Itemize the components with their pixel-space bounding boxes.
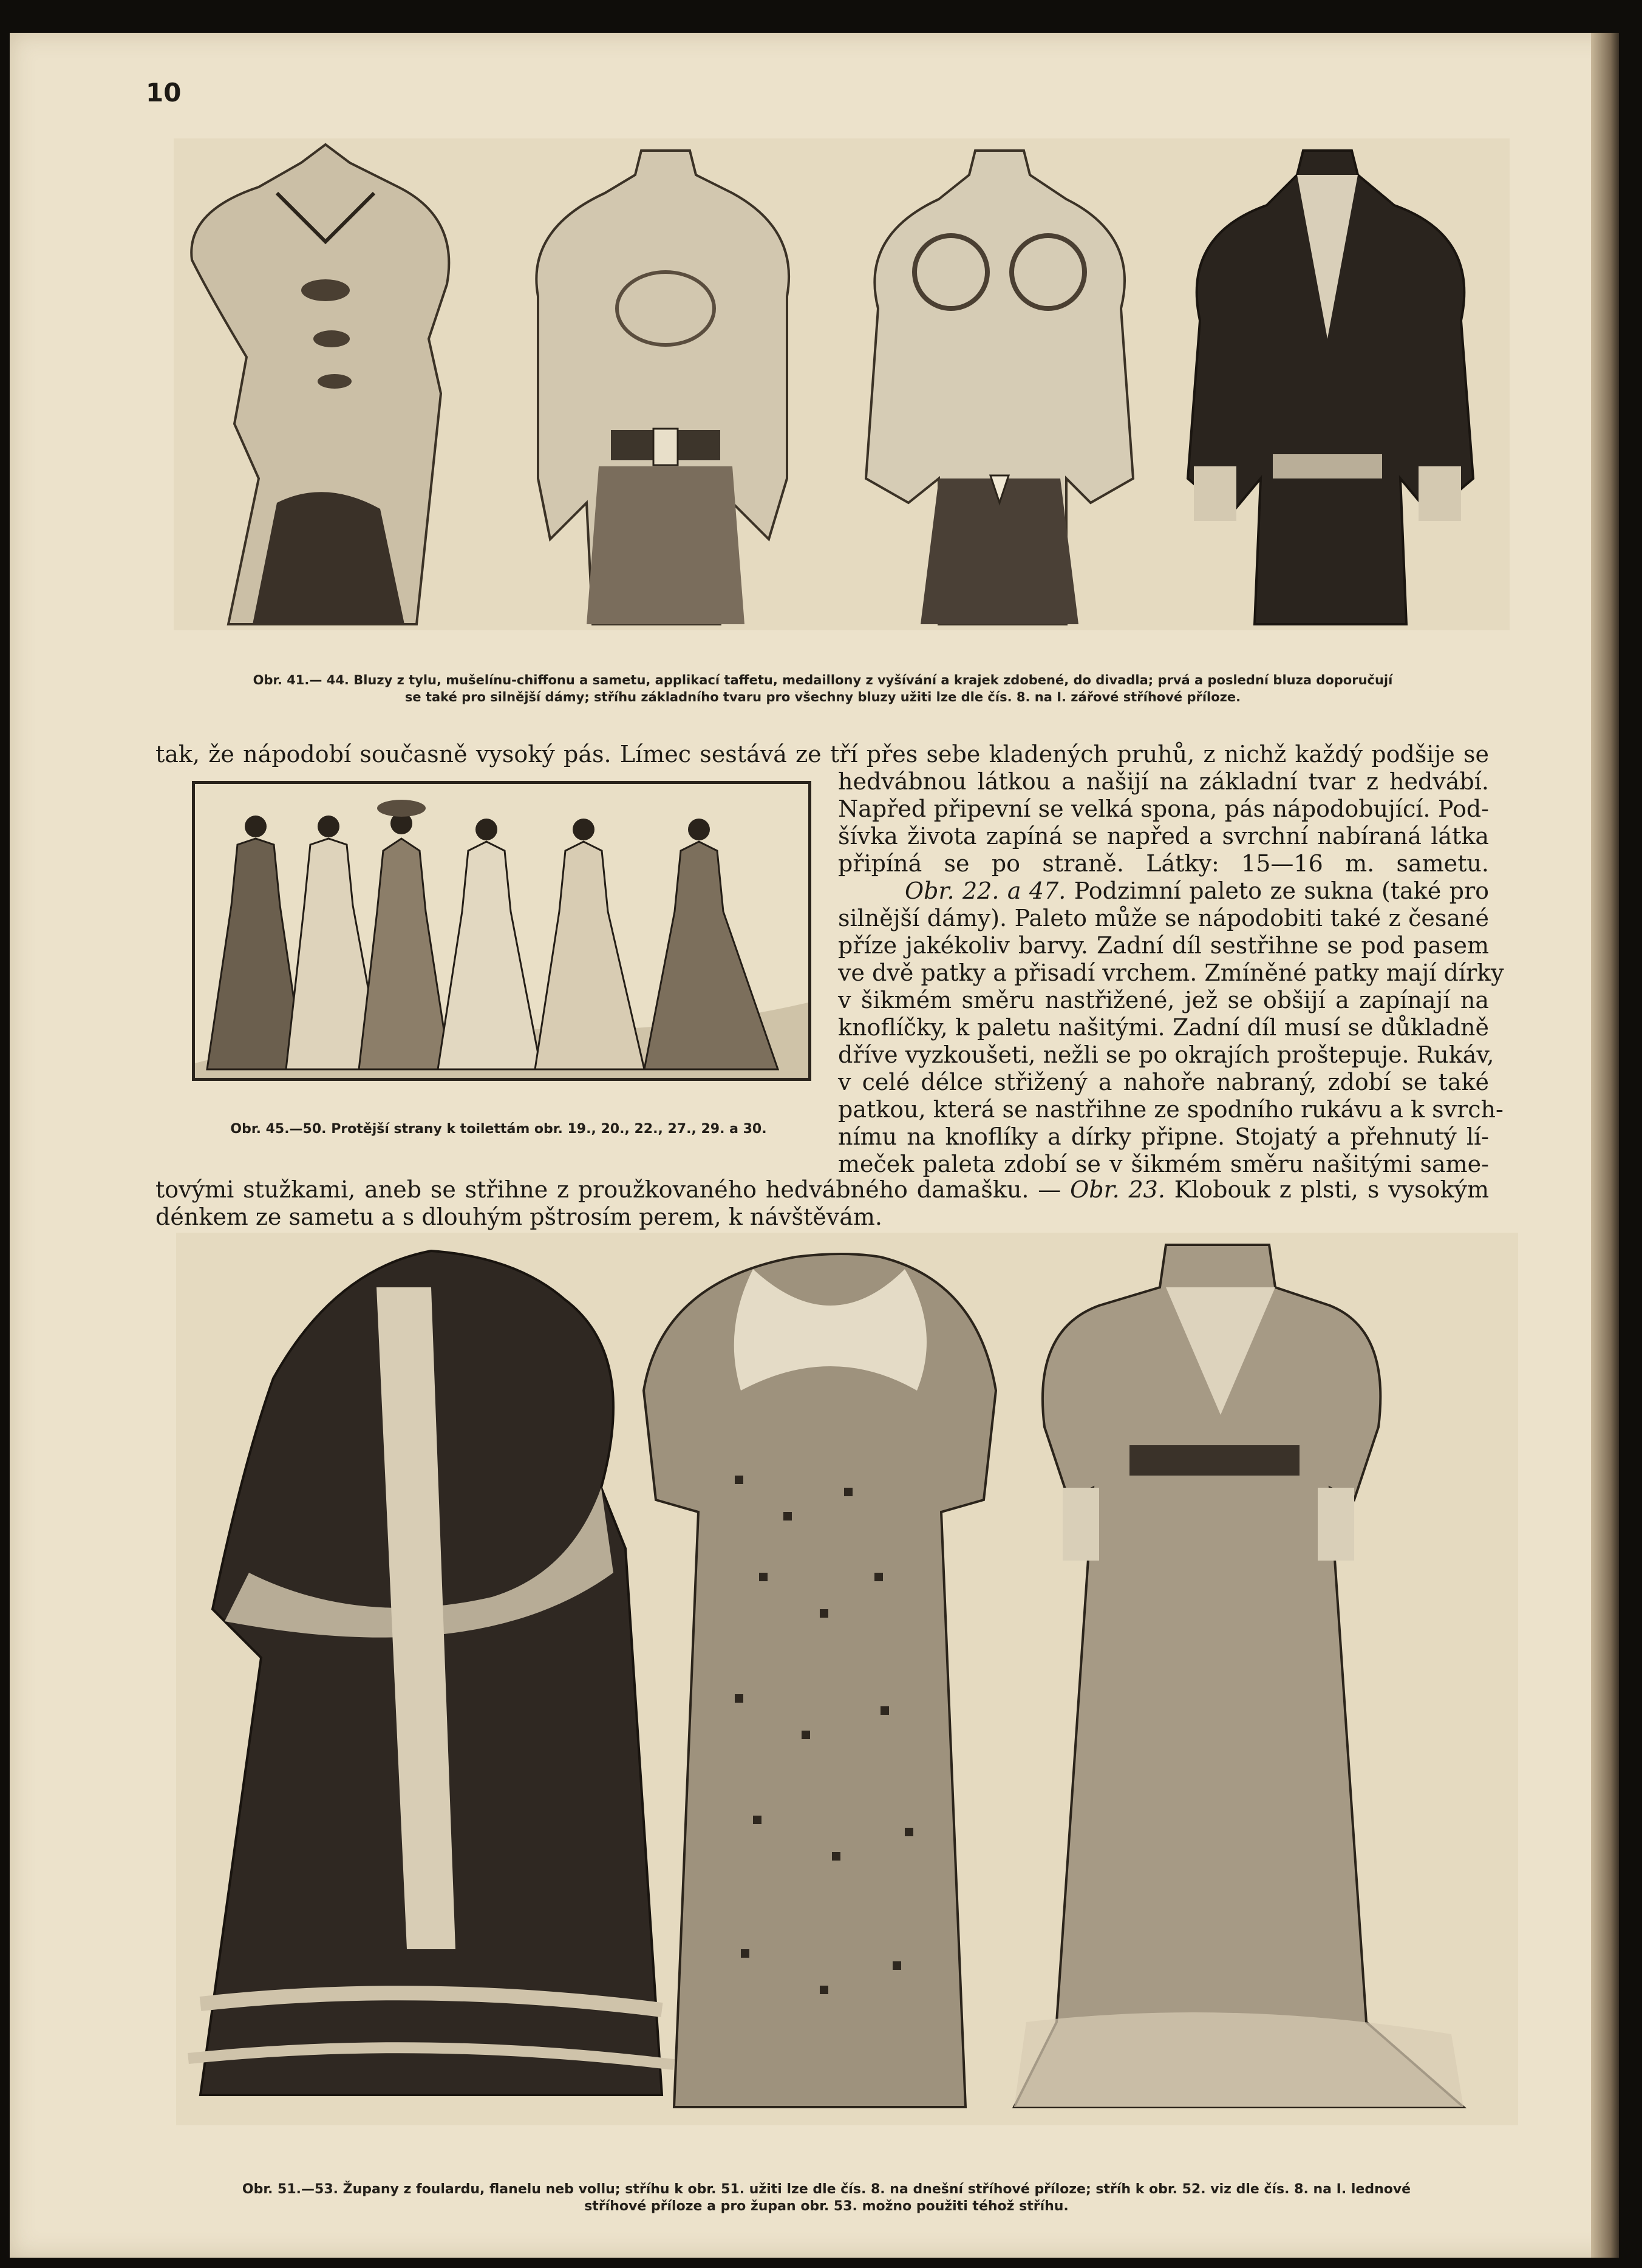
text-line: v šikmém směru nastřižené, jež se obšijí a zapínají na: [838, 987, 1489, 1013]
page-number: 10: [146, 78, 182, 107]
text-line: patkou, která se nastřihne ze spodního rukávu a k svrch-: [838, 1096, 1504, 1123]
blouses-caption-line-1: Obr. 41.— 44. Bluzy z tylu, mušelínu-chiffonu a sametu, applikací taffetu, medaillony z vyšívání a krajek zdobené, do divadla; prvá a poslední bluza doporučují: [253, 673, 1393, 687]
text-line: připíná se po straně. Látky: 15—16 m. sametu.: [838, 850, 1489, 877]
text-line: meček paleta zdobí se v šikmém směru našitými same-: [838, 1151, 1489, 1177]
text-line: Napřed připevní se velká spona, pás nápodobující. Pod-: [838, 795, 1489, 822]
blouses-caption-line-2: se také pro silnější dámy; stříhu základního tvaru pro všechny bluzy užiti lze dle čís. 8. na I. zářové stříhové příloze.: [404, 690, 1241, 704]
article-text-bottom: [155, 1176, 1489, 1231]
text-line: dříve vyzkoušeti, nežli se po okrajích proštepuje. Rukáv,: [838, 1041, 1494, 1068]
text-line: v celé délce střižený a nahoře nabraný, zdobí se také: [838, 1069, 1489, 1095]
article-text-line-1: tak, že nápodobí současně vysoký pás. Límec sestává ze tří přes sebe kladených pruhů, z nichž každý podšije se: [155, 741, 1489, 768]
text-line: hedvábnou látkou a našijí na základní tvar z hedvábí.: [838, 768, 1489, 795]
blouses-caption: [146, 672, 1500, 706]
article-text-right-column: [838, 768, 1504, 1178]
robe-figure-1: [188, 1251, 674, 2095]
text-line: Obr. 22. a 47. Podzimní paleto ze sukna (také pro: [905, 877, 1489, 904]
text-line: tovými stužkami, aneb se střihne z proužkovaného hedvábného damašku. — Obr. 23. Klobouk z plsti, s vysokým: [155, 1176, 1489, 1203]
robes-caption-line-1: Obr. 51.—53. Župany z foulardu, flanelu neb vollu; stříhu k obr. 51. užiti lze dle čís. 8. na dnešní stříhové příloze; stříh k obr. 52. viz dle čís. 8. na I. lednové: [242, 2182, 1411, 2197]
text-line: ve dvě patky a přisadí vrchem. Zmíněné patky mají dírky: [838, 959, 1504, 986]
robes-illustration: [176, 1233, 1518, 2125]
robe-figure-3: [1014, 1245, 1463, 2107]
figure-reference: Obr. 22. a 47.: [905, 877, 1066, 904]
figure-reference: Obr. 23.: [1070, 1176, 1165, 1203]
small-figures-caption: Obr. 45.—50. Protější strany k toilettám obr. 19., 20., 22., 27., 29. a 30.: [230, 1122, 767, 1137]
robes-caption: [174, 2181, 1479, 2215]
robe-figure-2: [644, 1254, 996, 2107]
blouse-figure-1: [191, 145, 449, 624]
blouse-figure-4: [1188, 151, 1473, 624]
blouse-figure-3: [866, 151, 1133, 624]
blouses-illustration: [174, 138, 1510, 630]
text-line: silnější dámy). Paleto může se nápodobiti také z česané: [838, 905, 1489, 931]
blouse-figure-2: [536, 151, 789, 624]
small-figures-illustration: [192, 781, 811, 1081]
text-line: nímu na knoflíky a dírky připne. Stojatý a přehnutý lí-: [838, 1123, 1489, 1150]
text-line: šívka života zapíná se napřed a svrchní nabíraná látka: [838, 823, 1489, 850]
text-line: dénkem ze sametu a s dlouhým pštrosím perem, k návštěvám.: [155, 1204, 882, 1230]
page-binding-edge: [1591, 33, 1619, 2258]
robes-caption-line-2: stříhové příloze a pro župan obr. 53. možno použiti téhož stříhu.: [584, 2199, 1069, 2214]
text-line: knoflíčky, k paletu našitými. Zadní díl musí se důkladně: [838, 1014, 1489, 1041]
text-line: příze jakékoliv barvy. Zadní díl sestřihne se pod pasem: [838, 932, 1489, 959]
